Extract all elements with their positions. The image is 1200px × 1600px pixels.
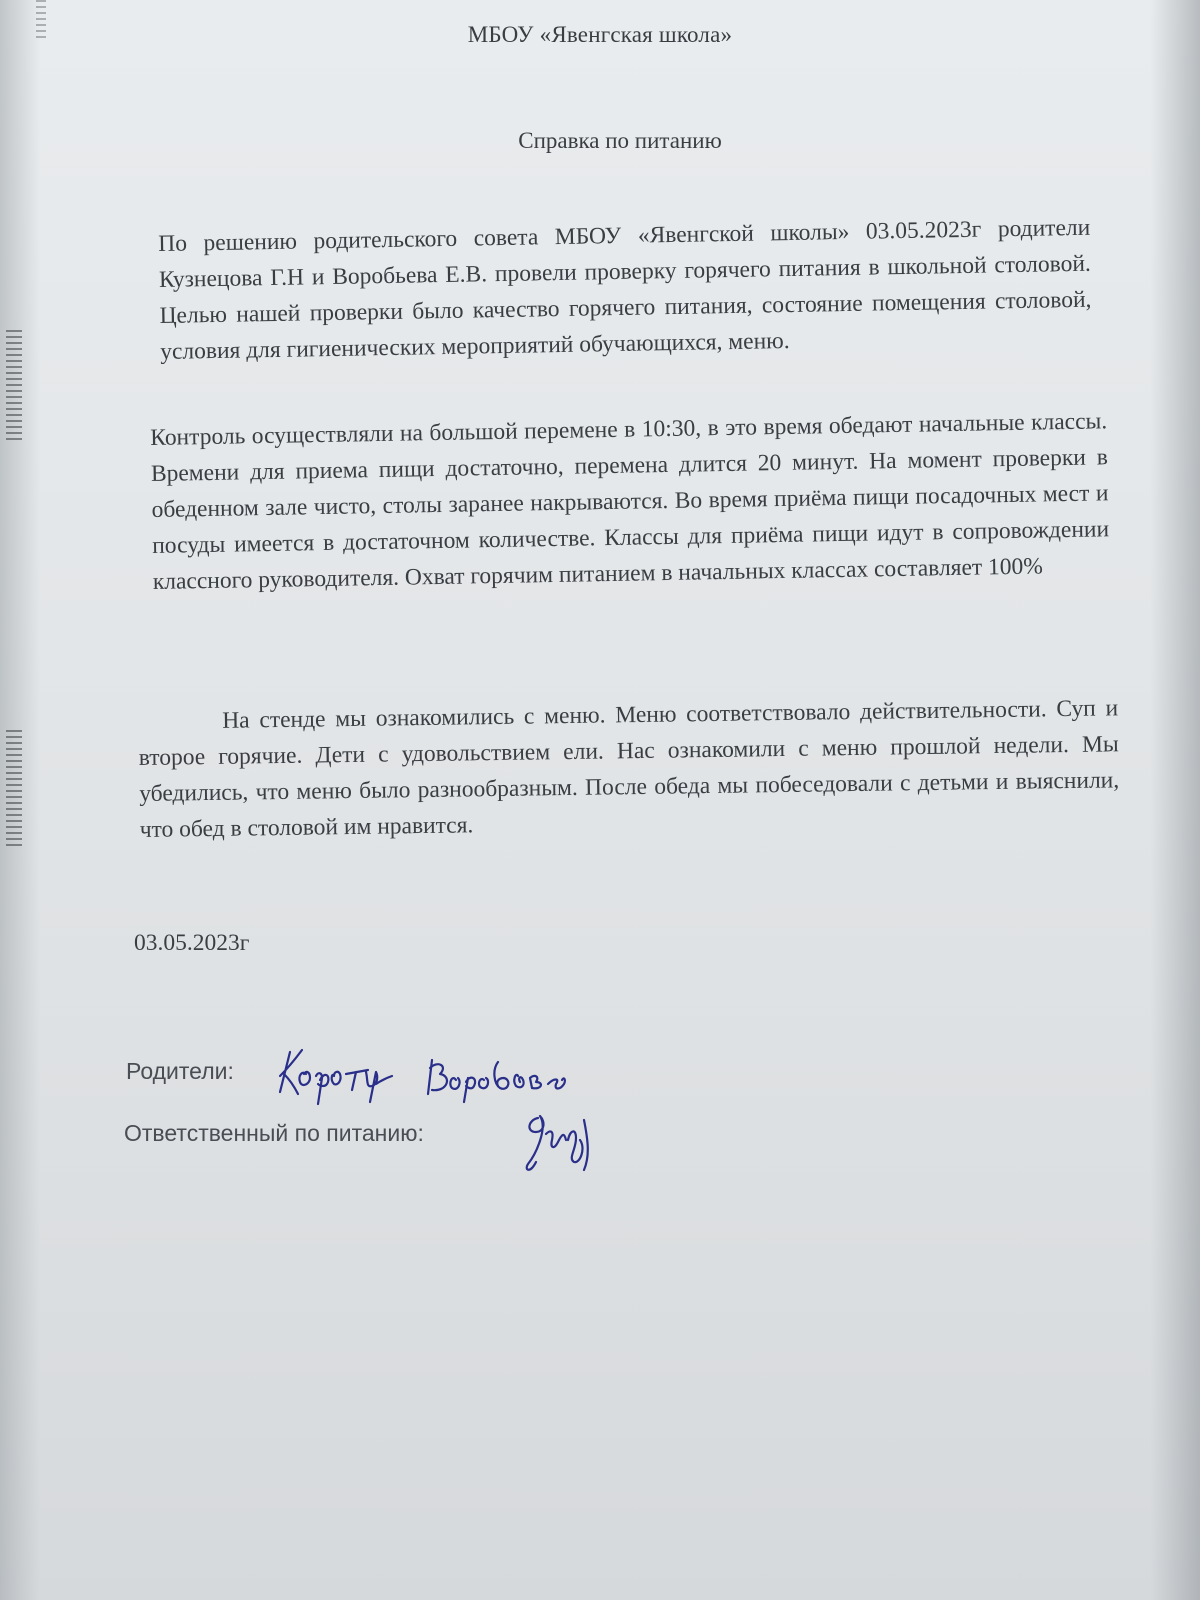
- document-title: Справка по питанию: [518, 128, 722, 153]
- paragraph-1: По решению родительского совета МБОУ «Явенгской школы» 03.05.2023г родители Кузнецова Г.Н и Воробьева Е.В. провели проверку горячего питания в школьной столовой. Целью нашей проверки было качество горячего питания, состояние помещения столовой, условия для гигиенических мероприятий обучающихся, меню.: [158, 214, 1092, 365]
- school-name: МБОУ «Явенгская школа»: [467, 22, 733, 47]
- paragraph-2: Контроль осуществляли на большой перемене в 10:30, в это время обедают начальные классы. Времени для приема пищи достаточно, перемена длится 20 минут. На момент проверки в обеденном зале чисто, столы заранее накрываются. Во время приёма пищи посадочных мест и посуды имеется в достаточном количестве. Классы для приёма пищи идут в сопровождении классного руководителя. Охват горячим питанием в начальных классах составляет 100%: [150, 408, 1110, 595]
- paragraph-3: На стенде мы ознакомились с меню. Меню соответствовало действительности. Суп и второе горячие. Дети с удовольствием ели. Нас ознакомили с меню прошлой недели. Мы убедились, что меню было разнообразным. После обеда мы побеседовали с детьми и выяснили, что обед в столовой им нравится.: [138, 695, 1120, 843]
- scan-artifact: [6, 730, 22, 850]
- parents-label: Родители:: [126, 1058, 234, 1084]
- responsible-signature: [518, 1100, 608, 1180]
- page-edge-shadow-right: [1150, 0, 1200, 1600]
- responsible-label: Ответственный по питанию:: [124, 1120, 424, 1146]
- document-date: 03.05.2023г: [134, 930, 250, 956]
- scan-artifact: [6, 330, 22, 440]
